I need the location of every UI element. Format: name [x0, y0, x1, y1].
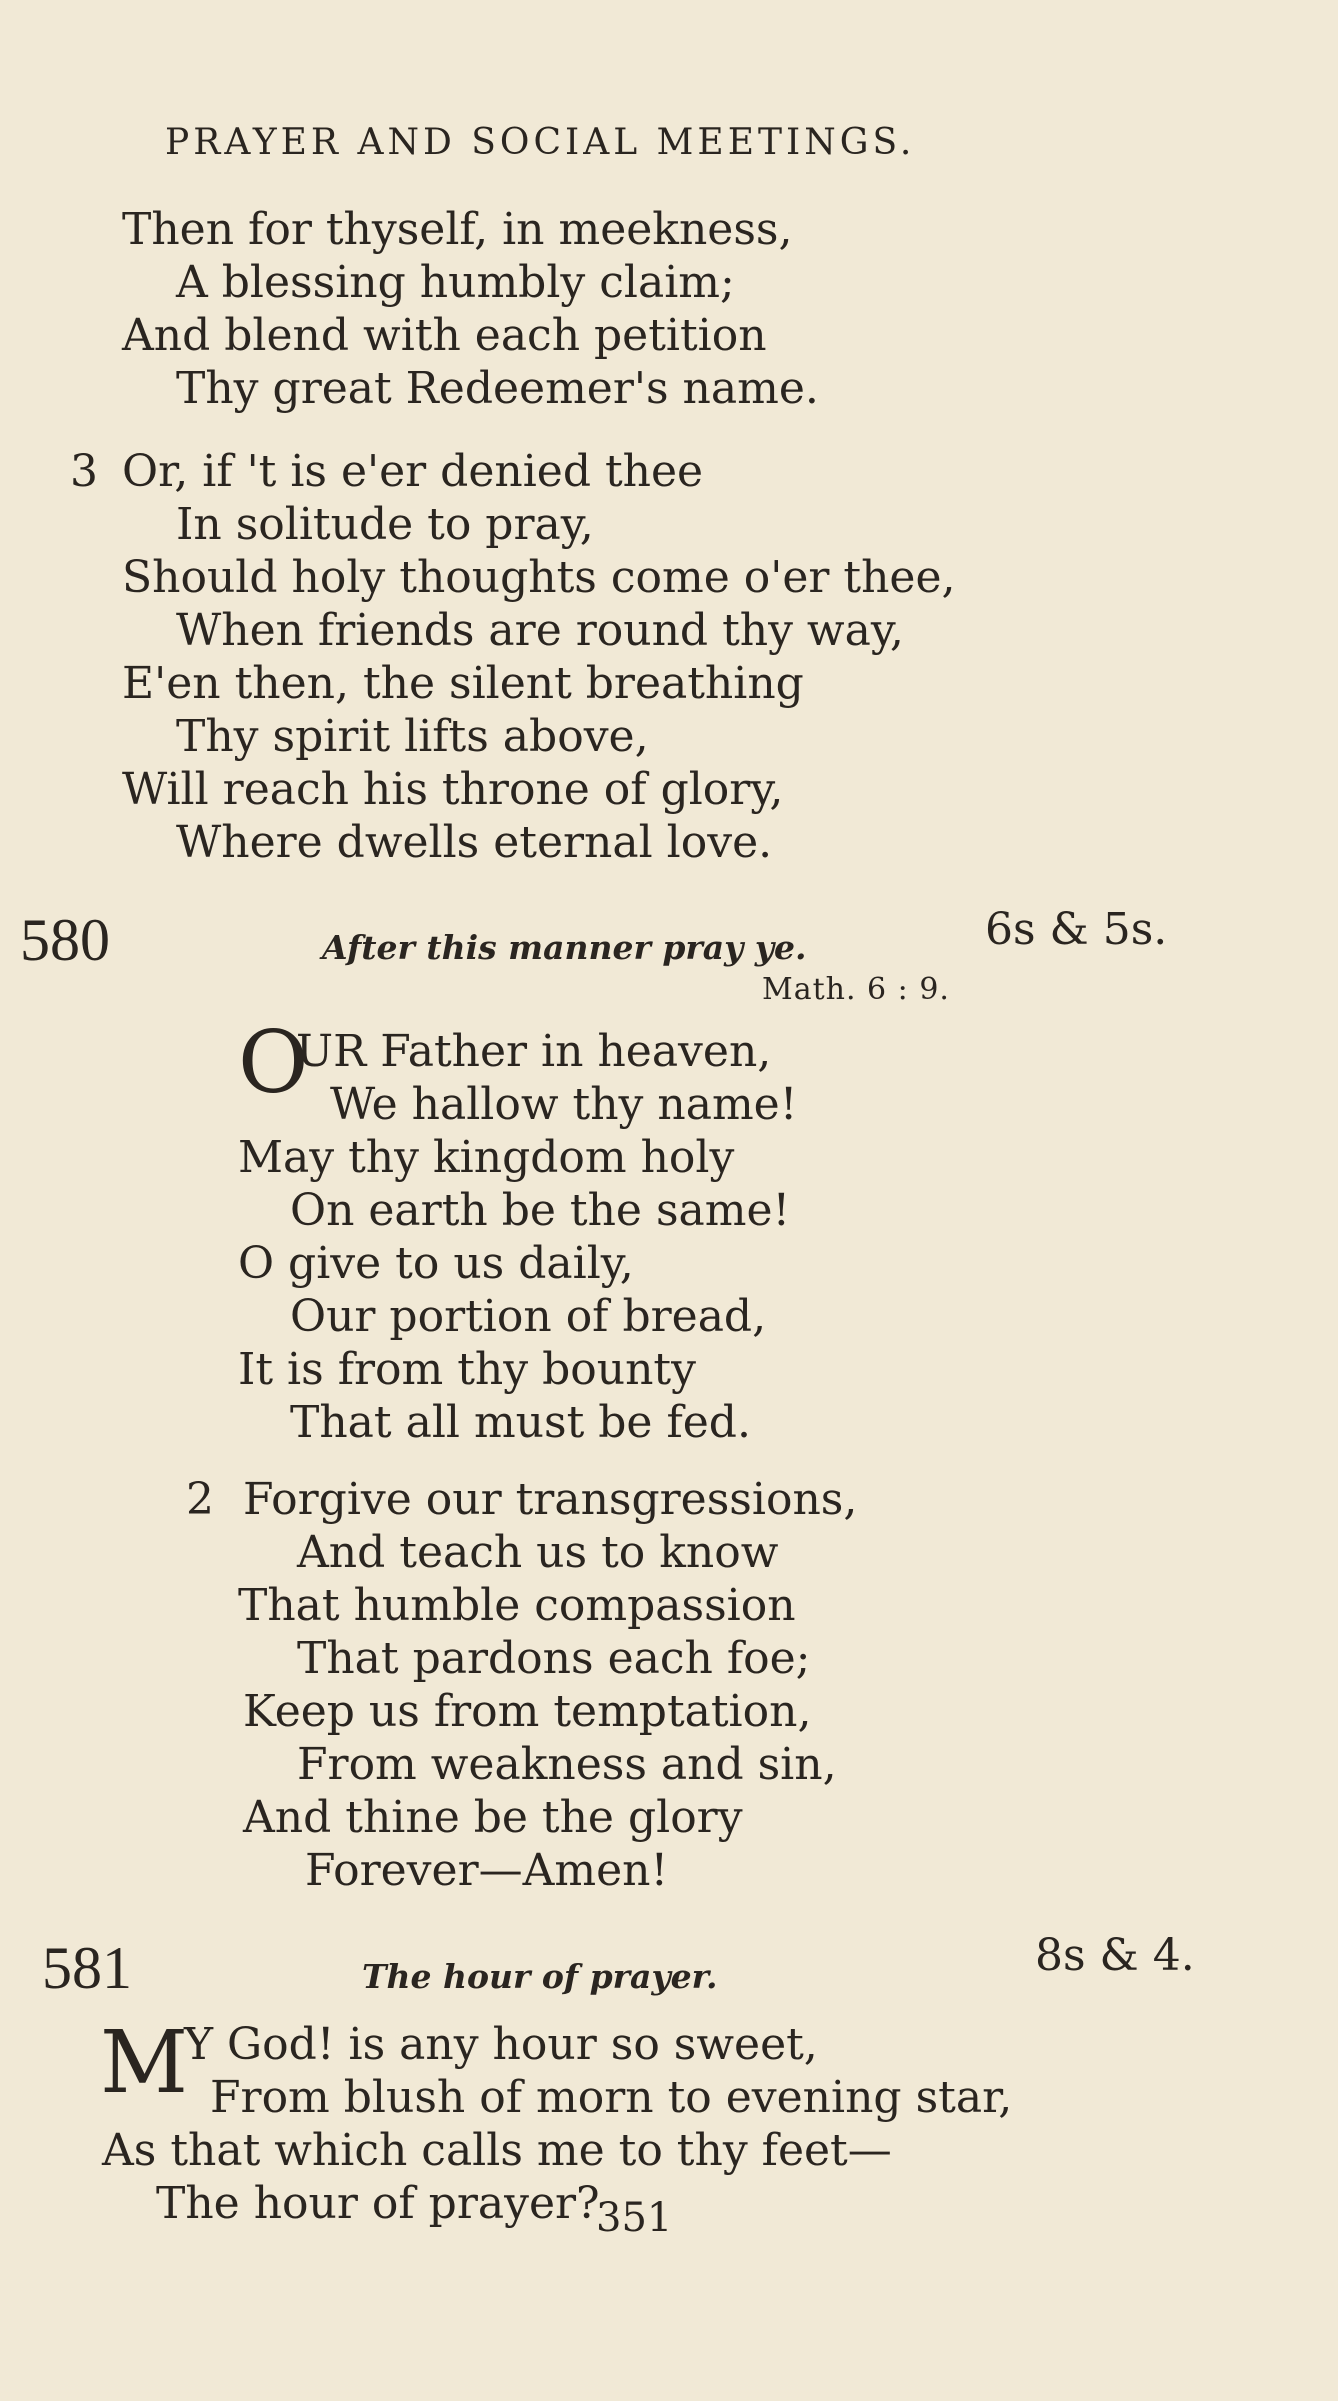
drop-cap: O: [238, 1013, 309, 1113]
verse-line: That all must be fed.: [290, 1397, 751, 1448]
verse-line: Where dwells eternal love.: [176, 817, 773, 868]
verse-line: Forever—Amen!: [305, 1845, 669, 1896]
verse-line: When friends are round thy way,: [176, 605, 904, 656]
verse-line: E'en then, the silent breathing: [122, 658, 804, 709]
drop-cap: M: [100, 2013, 189, 2113]
page-number: 351: [596, 2195, 673, 2241]
verse-line: A blessing humbly claim;: [176, 257, 735, 308]
verse-line: From blush of morn to evening star,: [210, 2072, 1013, 2123]
scripture-reference: Math. 6 : 9.: [762, 972, 950, 1007]
verse-line: Forgive our transgressions,: [243, 1474, 858, 1525]
verse-line: It is from thy bounty: [238, 1344, 696, 1395]
stanza-number: 2: [186, 1474, 214, 1525]
verse-line: Thy great Redeemer's name.: [176, 363, 819, 414]
verse-line: And teach us to know: [297, 1527, 779, 1578]
verse-line: UR Father in heaven,: [296, 1026, 772, 1077]
verse-line: That pardons each foe;: [297, 1633, 811, 1684]
hymn-number: 581: [42, 1935, 132, 2001]
verse-line: On earth be the same!: [290, 1185, 791, 1236]
verse-line: May thy kingdom holy: [238, 1132, 735, 1183]
hymn-meter: 6s & 5s.: [985, 904, 1168, 955]
verse-line: That humble compassion: [238, 1580, 796, 1631]
hymn-meter: 8s & 4.: [1035, 1930, 1195, 1981]
verse-line: From weakness and sin,: [297, 1739, 837, 1790]
verse-line: We hallow thy name!: [330, 1079, 798, 1130]
verse-line: Should holy thoughts come o'er thee,: [122, 552, 956, 603]
running-header: PRAYER AND SOCIAL MEETINGS.: [165, 122, 916, 163]
verse-line: The hour of prayer?: [156, 2178, 600, 2229]
hymn-number: 580: [20, 907, 110, 973]
verse-line: Then for thyself, in meekness,: [122, 204, 793, 255]
verse-line: Or, if 't is e'er denied thee: [122, 446, 704, 497]
verse-line: Our portion of bread,: [290, 1291, 767, 1342]
verse-line: In solitude to pray,: [176, 499, 594, 550]
verse-line: O give to us daily,: [238, 1238, 634, 1289]
verse-line: Thy spirit lifts above,: [176, 711, 649, 762]
hymn-title: The hour of prayer.: [362, 1957, 718, 1996]
hymn-title: After this manner pray ye.: [322, 928, 807, 967]
verse-line: Will reach his throne of glory,: [122, 764, 784, 815]
stanza-number: 3: [70, 446, 98, 497]
verse-line: Keep us from temptation,: [243, 1686, 812, 1737]
verse-line: Y God! is any hour so sweet,: [184, 2019, 818, 2070]
verse-line: As that which calls me to thy feet—: [102, 2125, 892, 2176]
verse-line: And thine be the glory: [243, 1792, 743, 1843]
verse-line: And blend with each petition: [122, 310, 767, 361]
